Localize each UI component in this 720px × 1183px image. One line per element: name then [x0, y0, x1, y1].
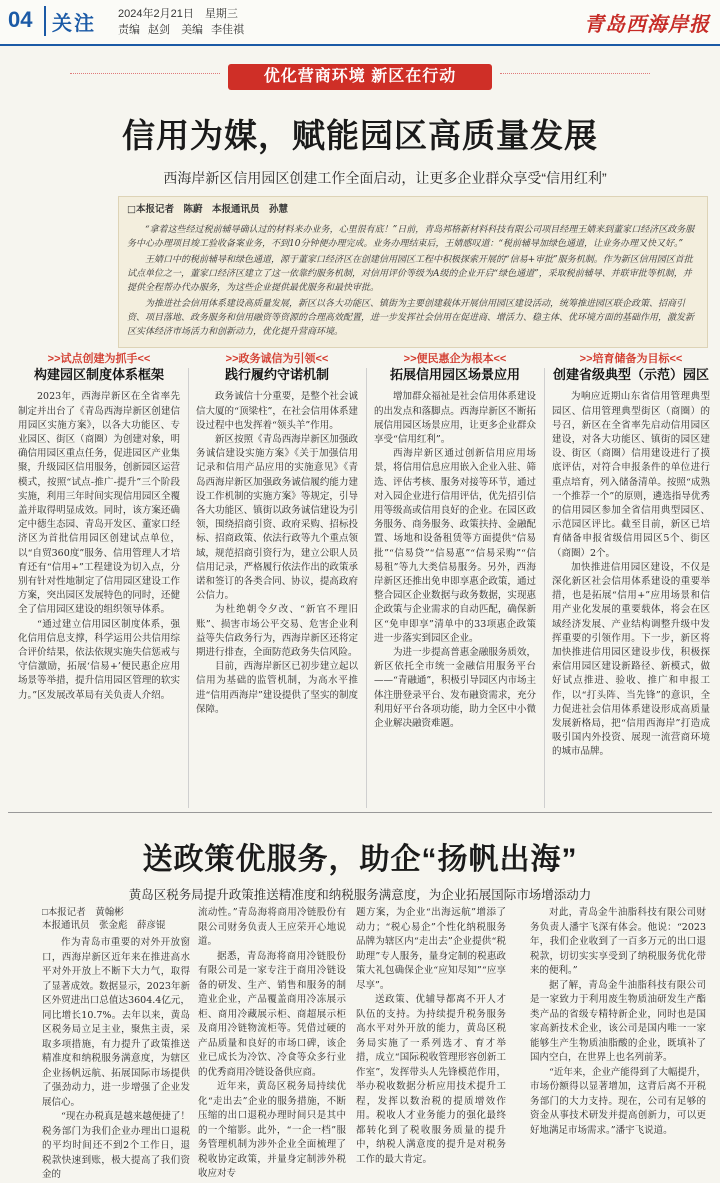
- lead-paragraph: “拿着这些经过税前辅导确认过的材料来办业务，心里很有底！”日前，青岛邦格新材料科技有限公司项目经理王婧来到董家口经济区政务服务中心办理项目竣工验收备案业务，不到10分钟便办理完成。业务办理结束后，王婧感叹道：“税前辅导加绿色通道，让业务办理又快又好。”: [127, 225, 695, 249]
- lead-paragraph: 王婧口中的税前辅导和绿色通道，源于董家口经济区在创建信用园区工程中积极探索开展的“信易+审批”服务机制。作为新区信用园区首批试点单位之一，董家口经济区建立了这一依靠约服务机制，对信用评价等级为A级的企业开启“绿色通道”，采取税前辅导、并联审批等机制，并提供全程帮办代办服务，为这些企业提供最优服务和最快审批。: [127, 255, 693, 293]
- column-paragraph: 据了解，青岛金牛油脂科技有限公司是一家致力于利用废生物质油研发生产酯类产品的省级专精特新企业，同时也是国家高新技术企业，该公司是国内唯一一家能够生产生物质油脂酸的企业，既填补了国内空白，在世界上也名列前茅。: [530, 979, 706, 1063]
- masthead-divider: [44, 6, 46, 36]
- art-label: 美编: [181, 24, 204, 36]
- column-divider: [188, 368, 189, 808]
- column-paragraph: 2023年，西海岸新区在全省率先制定并出台了《青岛西海岸新区创建信用园区实施方案》，以各大功能区、专业园区、街区（商圈）为创建对象，明确信用园区重点任务，促进园区产业集聚，升级园区信用服务，创新园区运营模式，按照“试点-推广-提升”三个阶段实施，利用三年时间实现信用园区全覆盖并取得明显成效。同时，该方案还确定中德生态园、青岛开发区、董家口经济区为首批信用园区创建试点单位，以“自贸360度”服务、信用管理人才培育还有“信用+”工程建设为切入点，分别有针对性地制定了信用园区建设工作方案，突出园区发展特色的同时，还健全了信用园区建设的组织领导体系。: [18, 391, 180, 616]
- column-paragraph: 据悉，青岛海将商用冷链股份有限公司是一家专注于商用冷链设备的研发、生产、销售和服务的制造业企业，产品覆盖商用冷冻展示柜、商用冷藏展示柜、商超展示柜及商用冷链物流柜等。凭借过硬的产品质量和良好的市场口碑，该企业已成长为冷饮、冷食等众多行业的优秀商用冷链设备供应商。: [198, 950, 346, 1078]
- column-paragraph: “现在办税真是越来越便捷了！税务部门为我们企业办理出口退税的平均时间还不到2个工作日，退税款快速到账，极大提高了我们资金的: [42, 1111, 190, 1180]
- byline-2: [42, 906, 190, 932]
- story2-column-3: [356, 906, 506, 1167]
- column-heading: 构建园区制度体系框架: [33, 367, 164, 383]
- story1-column-1: [18, 352, 180, 703]
- column-paragraph: “通过建立信用园区制度体系，强化信用信息支撑，科学运用公共信用综合评价结果，依法依规实施失信惩戒与守信激励，拓展‘信易+’便民惠企应用场景等举措，提升信用园区管理的软实力。”区发展改革局有关负责人介绍。: [18, 618, 180, 701]
- column-heading: 拓展信用园区场景应用: [389, 367, 520, 383]
- banner-deco-right: [500, 73, 650, 80]
- column-paragraph: “近年来，企业产能得到了大幅提升，市场份额得以显著增加，这背后离不开税务部门的大力支持。现在，公司有足够的资金从事技术研发并提高创新力，可以更好地满足市场需求。”潘宇飞说道。: [530, 1066, 706, 1136]
- story2-column-2: [198, 906, 346, 1182]
- column-paragraph: 加快推进信用园区建设，不仅是深化新区社会信用体系建设的重要举措，也是拓展“信用+”应用场景和信用产业化发展的重要载体，将会在区域经济发展、产业结构调整升级中发挥重要的引领作用。下一步，新区将加快推进信用园区建设步伐，积极探索信用园区建设新路径、新模式，做好试点推进、验收、推广和申报工作，以“打头阵、当先锋”的意识，全力促进社会信用体系建设形成高质量发展新格局，把“信用西海岸”打造成吸引国内外投资、展现一流营商环境的城市品牌。: [552, 561, 710, 758]
- column-kicker: >>政务诚信为引领<<: [225, 353, 329, 365]
- byline-2-line-2: 本报通讯员 张金彪 薛彦锟: [42, 920, 166, 931]
- lead-box: [118, 196, 708, 348]
- column-paragraph: 送政策、优辅导都离不开人才队伍的支持。为持续提升税务服务高水平对外开放的能力，黄岛区税务局实施了一系列选才、育才举措，成立“国际税收管理形容创新工作室”，发挥带头人先锋模范作用，举办税收数据分析应用技术提升工程，发挥以数治税的提质增效作用。税收人才业务能力的强化最终都转化到了税收服务质量的提升中，纳税人满意度的提升是对税务工作的最大肯定。: [356, 994, 506, 1165]
- column-divider: [366, 368, 367, 808]
- subheadline-2: 黄岛区税务局提升政策推送精准度和纳税服务满意度，为企业拓展国际市场增添动力: [128, 888, 592, 902]
- art-name: 李佳祺: [211, 24, 245, 36]
- column-paragraph: 作为青岛市重要的对外开放窗口，西海岸新区近年来在推进高水平对外开放上不断下大力气，取得了显著成效。数据显示，2023年新区外贸进出口总值达3604.4亿元，同比增长10.7%。去年以来，黄岛区税务局立足主业，聚焦主责，采取多项措施，有力提升了政策推送精准度和纳税服务满意度，为辖区企业扬帆远航、拓展国际市场提供了强劲动力，进一步增强了企业发展信心。: [42, 937, 190, 1108]
- section-name: 关注: [52, 13, 96, 35]
- column-paragraph: 为进一步提高普惠金融服务质效，新区依托全市统一金融信用服务平台——“青融通”，积极引导园区内市场主体注册登录平台、发布融资需求，充分利用好平台各项功能，助力全区中小微企业解决融资难题。: [374, 647, 536, 730]
- editor-name: 赵剑: [148, 24, 170, 36]
- column-heading: 创建省级典型（示范）园区: [552, 367, 709, 383]
- issue-date: 2024年2月21日: [118, 8, 194, 20]
- column-kicker: >>便民惠企为根本<<: [403, 353, 507, 365]
- subheadline-1: 西海岸新区信用园区创建工作全面启动，让更多企业群众享受“信用红利”: [163, 170, 607, 186]
- column-kicker: >>培育储备为目标<<: [579, 353, 683, 365]
- column-paragraph: 西海岸新区通过创新信用应用场景，将信用信息应用嵌入企业入驻、筛选、评估考核、服务对接等环节，通过对入园企业进行信用评估，优先招引信用等级高或信用良好的企业。在园区政务服务、商务服务、政策扶持、金融配置、场地和设备租赁等方面提供“信易批”“信易贷”“信易惠”“信易采购”“信易租”等九大类信易服务。另外，西海岸新区还推出免申即享惠企政策，通过整合园区企业数据与政务数据，实现惠企政策与企业需求的自动匹配，确保新区“免申即享”清单中的33项惠企政策进一步落实到园区企业。: [374, 448, 536, 644]
- story1-column-2: [196, 352, 358, 717]
- masthead-meta: [118, 6, 252, 38]
- column-paragraph: 题方案，为企业“出海远航”增添了动力；“税心易企”个性化纳税服务品牌为辖区内“走出去”企业提供“税助理”专人服务，量身定制的税惠政策大礼包确保企业“应知尽知”“应享尽享”。: [356, 907, 506, 991]
- column-paragraph: 目前，西海岸新区已初步建立起以信用为基础的监管机制，为高水平推进“信用西海岸”建设提供了坚实的制度保障。: [196, 661, 358, 715]
- column-divider: [544, 368, 545, 808]
- newspaper-logo: 青岛西海岸报: [584, 12, 710, 36]
- column-heading: 践行履约守诺机制: [224, 367, 329, 383]
- lead-paragraph: 为推进社会信用体系建设高质量发展，新区以各大功能区、镇街为主要创建载体开展信用园区建设活动，统筹推进园区联企政策、招商引资、项目落地、政务服务和信用融资等资源的合理高效配置，进一步发挥社会信用在促进商、增活力、稳主体、优环境方面的基础作用，激发新区实体经济市场活力和创新动力，优化提升营商环境。: [127, 299, 695, 337]
- issue-weekday: 星期三: [204, 8, 238, 20]
- page-number: 04: [8, 7, 33, 32]
- story1-column-3: [374, 352, 536, 731]
- column-paragraph: 新区按照《青岛西海岸新区加强政务诚信建设实施方案》《关于加强信用记录和信用产品应用的实施意见》《青岛西海岸新区加强政务诚信履约能力建设工作机制的实施方案》等规定，引导各大功能区、镇街以政务诚信建设为引领，围绕招商引资、政府采购、招标投标、招商政策、依法行政等九个重点领域，规范招商引资行为，建立公职人员信用记录，严格履行依法作出的政策承诺和签订的各类合同、协议，提高政府公信力。: [196, 434, 358, 602]
- editor-label: 责编: [118, 24, 140, 36]
- column-paragraph: 政务诚信十分重要，是整个社会诚信大厦的“顶梁柱”，在社会信用体系建设过程中也发挥着“领头羊”作用。: [196, 391, 358, 431]
- headline-1: 信用为媒，赋能园区高质量发展: [122, 117, 598, 154]
- story2-column-4: [530, 906, 706, 1138]
- story-separator: [8, 812, 712, 813]
- byline-2-line-1: □本报记者 黄翰彬: [42, 907, 124, 918]
- banner-deco-left: [70, 73, 220, 80]
- byline-1: □本报记者 陈蔚 本报通讯员 孙慧: [127, 204, 288, 215]
- story2-column-1: [42, 906, 190, 1183]
- column-paragraph: 为杜绝朝令夕改、“新官不理旧账”、损害市场公平交易、危害企业利益等失信政务行为，西海岸新区还将定期进行排查，全面防范政务失信风险。: [196, 604, 358, 659]
- column-kicker: >>试点创建为抓手<<: [47, 353, 151, 365]
- column-paragraph: 对此，青岛金牛油脂科技有限公司财务负责人潘宇飞深有体会。他说：“2023年，我们企业收到了一百多万元的出口退税款，切切实实享受到了纳税服务优化带来的便利。”: [530, 907, 706, 976]
- column-paragraph: 为响应近期山东省信用管理典型园区、信用管理典型街区（商圈）的号召，新区在全省率先启动信用园区建设，对各大功能区、镇街的园区建设、街区（商圈）信用建设进行了摸底评估，对符合申报条件的单位进行重点培育，列入储备清单。按照“成熟一个推荐一个”的原则，遴选指导优秀的信用园区参加全省信用典型园区、示范园区评比。截至目前，新区已培育储备申报省级信用园区5个、街区（商圈）2个。: [552, 391, 710, 559]
- masthead: [0, 0, 720, 46]
- story1-column-4: [552, 352, 710, 760]
- column-paragraph: 流动性。”青岛海将商用冷链股份有限公司财务负责人王应荣开心地说道。: [198, 907, 346, 947]
- column-paragraph: 近年来，黄岛区税务局持续优化“走出去”企业的服务措施，不断压缩的出口退税办理时间只是其中的一个缩影。此外，“一企一档”服务管理机制为涉外企业全面梳理了税收协定政策，并量身定制涉外税收应对专: [198, 1081, 346, 1179]
- topic-banner: 优化营商环境 新区在行动: [228, 64, 492, 90]
- headline-2: 送政策优服务，助企“扬帆出海”: [142, 843, 578, 876]
- column-paragraph: 增加群众福祉是社会信用体系建设的出发点和落脚点。西海岸新区不断拓展信用园区场景应用，让更多企业群众享受“信用红利”。: [374, 391, 536, 446]
